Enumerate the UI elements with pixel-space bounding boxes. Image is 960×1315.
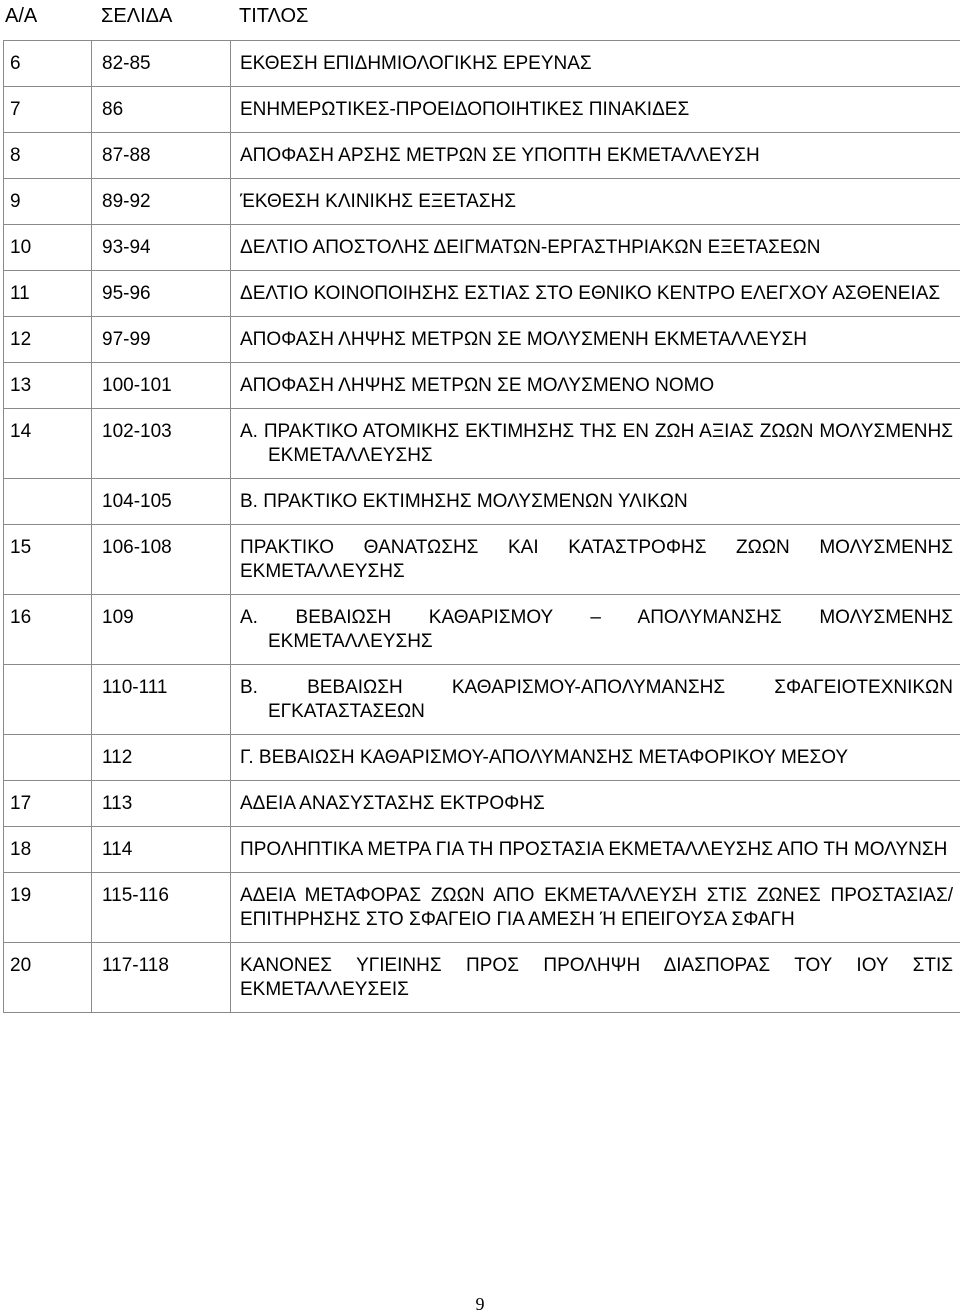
row-title: ΑΠΟΦΑΣΗ ΛΗΨΗΣ ΜΕΤΡΩΝ ΣΕ ΜΟΛΥΣΜΕΝΟ ΝΟΜΟ	[231, 363, 960, 408]
row-page-cell	[92, 225, 231, 271]
row-title-cell	[231, 595, 960, 665]
table-row	[4, 781, 960, 827]
row-page-cell	[92, 271, 231, 317]
row-aa: 18	[4, 827, 91, 872]
row-title-cell	[231, 179, 960, 225]
row-page-cell	[92, 479, 231, 525]
row-aa: 7	[4, 87, 91, 132]
row-page: 95-96	[92, 271, 230, 316]
row-title-cell	[231, 87, 960, 133]
row-title: ΑΠΟΦΑΣΗ ΑΡΣΗΣ ΜΕΤΡΩΝ ΣΕ ΥΠΟΠΤΗ ΕΚΜΕΤΑΛΛΕΥΣΗ	[231, 133, 960, 178]
row-aa-cell	[4, 133, 92, 179]
row-aa: 12	[4, 317, 91, 362]
table-row	[4, 363, 960, 409]
row-title-cell	[231, 225, 960, 271]
row-aa-cell	[4, 665, 92, 735]
row-aa: 8	[4, 133, 91, 178]
row-aa-cell	[4, 525, 92, 595]
table-row	[4, 133, 960, 179]
table-row	[4, 225, 960, 271]
row-title: ΑΔΕΙΑ ΜΕΤΑΦΟΡΑΣ ΖΩΩΝ ΑΠΟ ΕΚΜΕΤΑΛΛΕΥΣΗ ΣΤΙΣ ΖΩΝΕΣ ΠΡΟΣΤΑΣΙΑΣ/ΕΠΙΤΗΡΗΣΗΣ ΣΤΟ ΣΦΑΓΕΙΟ ΓΙΑ ΑΜΕΣΗ Ή ΕΠΕΙΓΟΥΣΑ ΣΦΑΓΗ	[231, 873, 960, 942]
row-page: 106-108	[92, 525, 230, 570]
row-aa-cell	[4, 317, 92, 363]
row-title-cell	[231, 479, 960, 525]
row-aa	[4, 735, 91, 756]
row-aa: 9	[4, 179, 91, 224]
table-row	[4, 41, 960, 87]
page-number: 9	[0, 1294, 960, 1315]
row-page-cell	[92, 735, 231, 781]
table-row	[4, 87, 960, 133]
row-page: 100-101	[92, 363, 230, 408]
row-page-cell	[92, 317, 231, 363]
row-page: 110-111	[92, 665, 230, 710]
row-page: 89-92	[92, 179, 230, 224]
row-title-cell	[231, 735, 960, 781]
row-title-cell	[231, 363, 960, 409]
row-page-cell	[92, 525, 231, 595]
row-aa-cell	[4, 479, 92, 525]
table-header	[0, 0, 960, 40]
row-aa-cell	[4, 735, 92, 781]
row-title: ΚΑΝΟΝΕΣ ΥΓΙΕΙΝΗΣ ΠΡΟΣ ΠΡΟΛΗΨΗ ΔΙΑΣΠΟΡΑΣ ΤΟΥ ΙΟΥ ΣΤΙΣ ΕΚΜΕΤΑΛΛΕΥΣΕΙΣ	[231, 943, 960, 1012]
row-aa-cell	[4, 271, 92, 317]
table-row	[4, 271, 960, 317]
row-title: Γ. ΒΕΒΑΙΩΣΗ ΚΑΘΑΡΙΣΜΟΥ-ΑΠΟΛΥΜΑΝΣΗΣ ΜΕΤΑΦΟΡΙΚΟΥ ΜΕΣΟΥ	[231, 735, 960, 780]
row-aa	[4, 665, 91, 686]
row-aa-cell	[4, 943, 92, 1013]
row-aa-cell	[4, 41, 92, 87]
row-aa: 6	[4, 41, 91, 86]
table-row	[4, 479, 960, 525]
row-page: 113	[92, 781, 230, 826]
row-aa: 20	[4, 943, 91, 988]
row-title: Α. ΠΡΑΚΤΙΚΟ ΑΤΟΜΙΚΗΣ ΕΚΤΙΜΗΣΗΣ ΤΗΣ ΕΝ ΖΩΗ ΑΞΙΑΣ ΖΩΩΝ ΜΟΛΥΣΜΕΝΗΣ ΕΚΜΕΤΑΛΛΕΥΣΗΣ	[231, 409, 960, 478]
row-aa	[4, 479, 91, 500]
header-title: ΤΙΤΛΟΣ	[239, 5, 308, 27]
row-page-cell	[92, 943, 231, 1013]
row-page: 102-103	[92, 409, 230, 454]
row-page: 82-85	[92, 41, 230, 86]
row-page: 112	[92, 735, 230, 780]
row-page: 117-118	[92, 943, 230, 988]
row-page-cell	[92, 595, 231, 665]
row-aa: 10	[4, 225, 91, 270]
row-aa-cell	[4, 827, 92, 873]
header-page: ΣΕΛΙΔΑ	[101, 5, 172, 27]
row-aa-cell	[4, 179, 92, 225]
row-title: ΕΚΘΕΣΗ ΕΠΙΔΗΜΙΟΛΟΓΙΚΗΣ ΕΡΕΥΝΑΣ	[231, 41, 960, 86]
row-page-cell	[92, 873, 231, 943]
row-page-cell	[92, 133, 231, 179]
row-page-cell	[92, 665, 231, 735]
table-row	[4, 317, 960, 363]
row-page-cell	[92, 781, 231, 827]
row-title-cell	[231, 133, 960, 179]
row-title: Α. ΒΕΒΑΙΩΣΗ ΚΑΘΑΡΙΣΜΟΥ – ΑΠΟΛΥΜΑΝΣΗΣ ΜΟΛΥΣΜΕΝΗΣ ΕΚΜΕΤΑΛΛΕΥΣΗΣ	[231, 595, 960, 664]
table-row	[4, 943, 960, 1013]
row-title: ΔΕΛΤΙΟ ΚΟΙΝΟΠΟΙΗΣΗΣ ΕΣΤΙΑΣ ΣΤΟ ΕΘΝΙΚΟ ΚΕΝΤΡΟ ΕΛΕΓΧΟΥ ΑΣΘΕΝΕΙΑΣ	[231, 271, 960, 316]
row-aa: 17	[4, 781, 91, 826]
row-title: ΠΡΟΛΗΠΤΙΚΑ ΜΕΤΡΑ ΓΙΑ ΤΗ ΠΡΟΣΤΑΣΙΑ ΕΚΜΕΤΑΛΛΕΥΣΗΣ ΑΠΟ ΤΗ ΜΟΛΥΝΣΗ	[231, 827, 960, 872]
table-row	[4, 525, 960, 595]
table-row	[4, 735, 960, 781]
row-title: ΕΝΗΜΕΡΩΤΙΚΕΣ-ΠΡΟΕΙΔΟΠΟΙΗΤΙΚΕΣ ΠΙΝΑΚΙΔΕΣ	[231, 87, 960, 132]
row-page-cell	[92, 179, 231, 225]
row-page: 93-94	[92, 225, 230, 270]
row-page: 86	[92, 87, 230, 132]
row-aa-cell	[4, 87, 92, 133]
row-title-cell	[231, 525, 960, 595]
row-title: ΠΡΑΚΤΙΚΟ ΘΑΝΑΤΩΣΗΣ ΚΑΙ ΚΑΤΑΣΤΡΟΦΗΣ ΖΩΩΝ ΜΟΛΥΣΜΕΝΗΣ ΕΚΜΕΤΑΛΛΕΥΣΗΣ	[231, 525, 960, 594]
row-title-cell	[231, 827, 960, 873]
header-aa: Α/Α	[5, 5, 37, 27]
row-aa-cell	[4, 595, 92, 665]
table-row	[4, 409, 960, 479]
row-aa: 14	[4, 409, 91, 454]
row-title-cell	[231, 41, 960, 87]
row-title: ΈΚΘΕΣΗ ΚΛΙΝΙΚΗΣ ΕΞΕΤΑΣΗΣ	[231, 179, 960, 224]
table-row	[4, 179, 960, 225]
row-title-cell	[231, 943, 960, 1013]
row-aa: 11	[4, 271, 91, 316]
contents-table	[3, 40, 960, 1013]
row-page-cell	[92, 363, 231, 409]
row-title: ΔΕΛΤΙΟ ΑΠΟΣΤΟΛΗΣ ΔΕΙΓΜΑΤΩΝ-ΕΡΓΑΣΤΗΡΙΑΚΩΝ ΕΞΕΤΑΣΕΩΝ	[231, 225, 960, 270]
table-row	[4, 595, 960, 665]
row-aa-cell	[4, 225, 92, 271]
row-aa-cell	[4, 873, 92, 943]
row-title-cell	[231, 781, 960, 827]
table-row	[4, 827, 960, 873]
row-page-cell	[92, 87, 231, 133]
row-aa-cell	[4, 409, 92, 479]
row-title-cell	[231, 665, 960, 735]
row-page: 104-105	[92, 479, 230, 524]
row-title: Β. ΒΕΒΑΙΩΣΗ ΚΑΘΑΡΙΣΜΟΥ-ΑΠΟΛΥΜΑΝΣΗΣ ΣΦΑΓΕΙΟΤΕΧΝΙΚΩΝ ΕΓΚΑΤΑΣΤΑΣΕΩΝ	[231, 665, 960, 734]
row-title-cell	[231, 317, 960, 363]
table-row	[4, 873, 960, 943]
row-title: ΑΠΟΦΑΣΗ ΛΗΨΗΣ ΜΕΤΡΩΝ ΣΕ ΜΟΛΥΣΜΕΝΗ ΕΚΜΕΤΑΛΛΕΥΣΗ	[231, 317, 960, 362]
row-page: 109	[92, 595, 230, 640]
table-row	[4, 665, 960, 735]
row-title: Β. ΠΡΑΚΤΙΚΟ ΕΚΤΙΜΗΣΗΣ ΜΟΛΥΣΜΕΝΩΝ ΥΛΙΚΩΝ	[231, 479, 960, 524]
row-aa: 19	[4, 873, 91, 918]
row-page-cell	[92, 409, 231, 479]
row-title-cell	[231, 873, 960, 943]
row-page: 115-116	[92, 873, 230, 918]
row-page: 87-88	[92, 133, 230, 178]
row-aa: 13	[4, 363, 91, 408]
row-aa-cell	[4, 363, 92, 409]
row-aa-cell	[4, 781, 92, 827]
row-page-cell	[92, 827, 231, 873]
row-title: ΑΔΕΙΑ ΑΝΑΣΥΣΤΑΣΗΣ ΕΚΤΡΟΦΗΣ	[231, 781, 960, 826]
row-page: 114	[92, 827, 230, 872]
row-aa: 15	[4, 525, 91, 570]
row-page: 97-99	[92, 317, 230, 362]
row-page-cell	[92, 41, 231, 87]
row-title-cell	[231, 409, 960, 479]
row-aa: 16	[4, 595, 91, 640]
row-title-cell	[231, 271, 960, 317]
